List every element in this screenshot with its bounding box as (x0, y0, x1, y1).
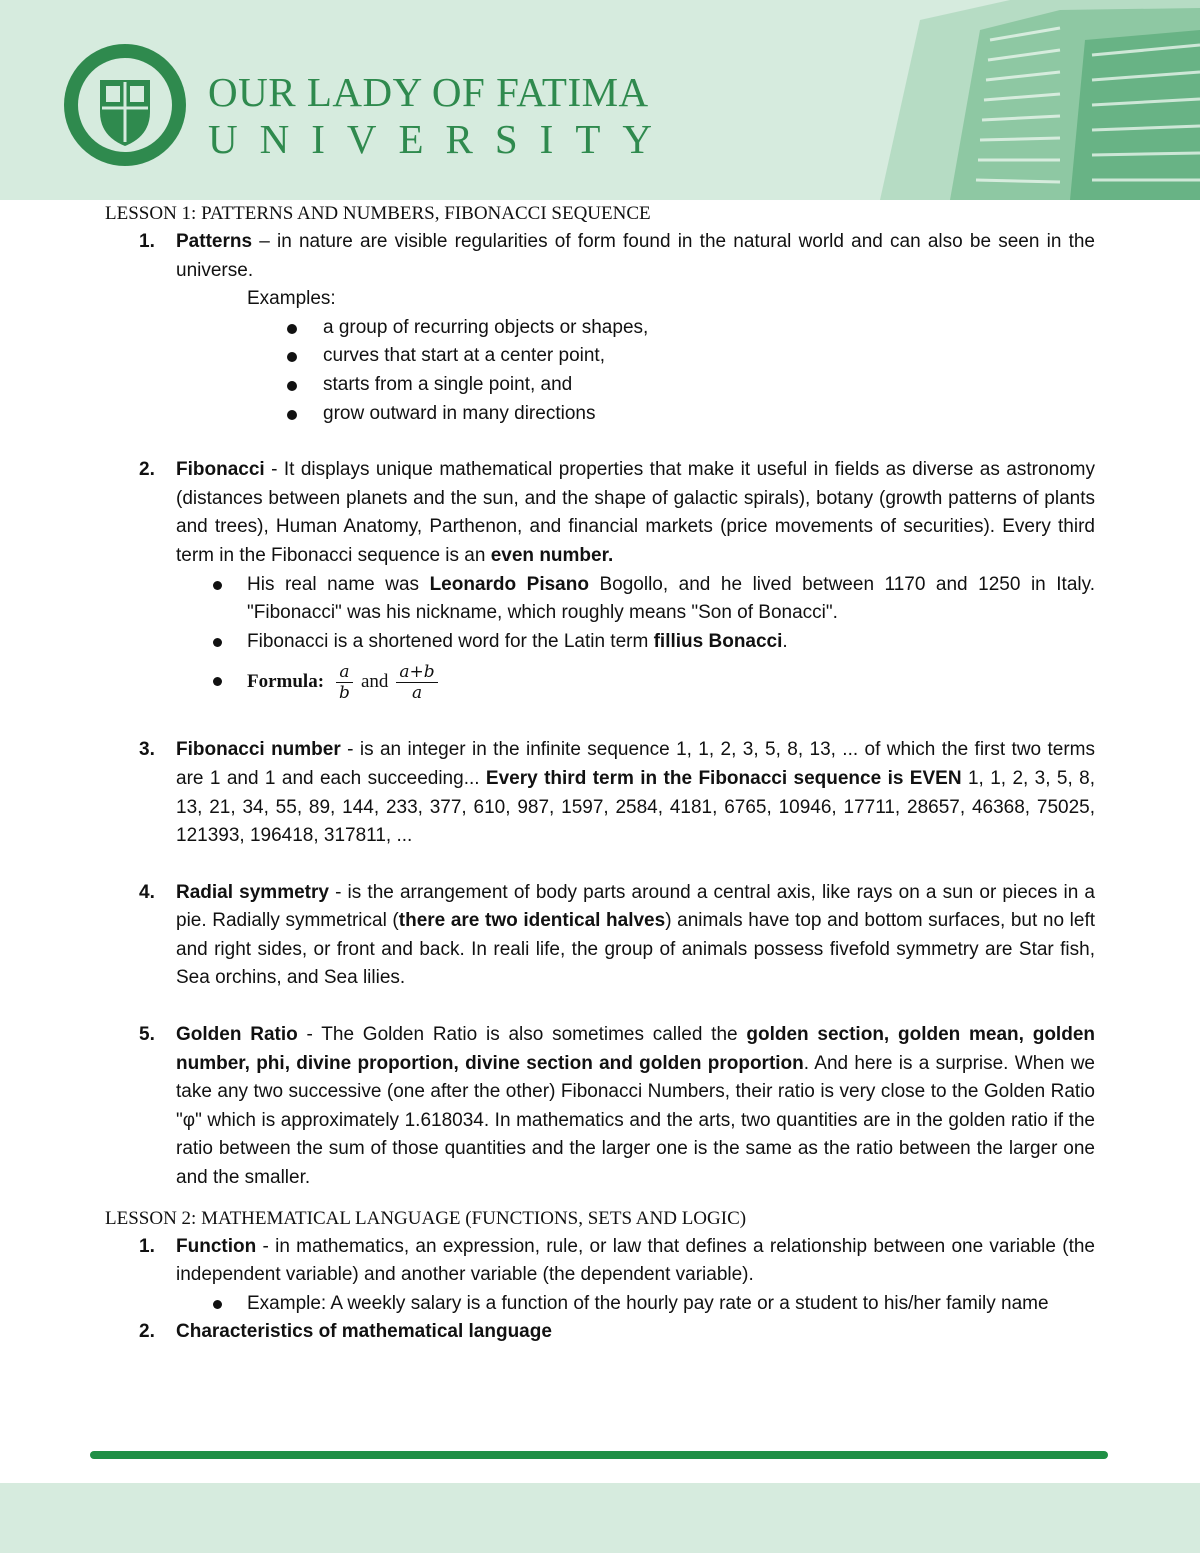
formula-label: Formula: (247, 671, 325, 693)
fibonacci-text: - It displays unique mathematical properties that make it useful in fields as diverse as astronomy (distances between planets and the sun, and the shape of galactic spirals), botany (growth patterns of plants and trees), Human Anatomy, Parthenon, and financial markets (price movements of securities). Every third term in the Fibonacci sequence is an (176, 459, 1095, 566)
bullet-icon (287, 352, 297, 362)
list-item: His real name was Leonardo Pisano Bogollo, and he lived between 1170 and 1250 in Italy. "Fibonacci" was his nickname, which roughly means "Son of Bonacci". (105, 571, 1095, 628)
formula-and: and (360, 671, 389, 693)
even-number-bold: even number (490, 544, 608, 566)
building-image (860, 0, 1200, 200)
list-item: grow outward in many directions (105, 400, 1095, 429)
fraction-a-over-b: $\frac{a}{b}$ (336, 662, 353, 703)
list-item: curves that start at a center point, (105, 342, 1095, 371)
examples-label: Examples: (247, 288, 336, 310)
lesson1-item-radial-symmetry: 4. Radial symmetry - is the arrangement of body parts around a central axis, like rays on a sun or pieces in a pie. Radially symmetrical (there are two identical halves) animals have top and bottom surfaces, but no left and right sides, or front and back. In reali life, the group of animals possess fivefold symmetry are Star fish, Sea orchins, and Sea lilies. (105, 879, 1095, 993)
lesson1-item-patterns (105, 228, 1095, 285)
term-characteristics: Characteristics of mathematical language (176, 1321, 552, 1343)
term-patterns: Patterns (176, 231, 253, 252)
list-item: a group of recurring objects or shapes, (105, 314, 1095, 343)
item-number: 3. (139, 739, 155, 761)
list-item: starts from a single point, and (105, 371, 1095, 400)
term-function: Function (176, 1235, 257, 1257)
lesson2-title: LESSON 2: MATHEMATICAL LANGUAGE (FUNCTIONS, SETS AND LOGIC) (105, 1207, 747, 1229)
bullet-icon (213, 677, 222, 686)
bullet-icon (213, 1300, 222, 1309)
item-number: 1. (139, 231, 155, 252)
term-fibonacci: Fibonacci (176, 459, 265, 481)
lesson1-item-fibonacci: 2. Fibonacci - It displays unique mathematical properties that make it useful in fields as diverse as astronomy (distances between planets and the sun, and the shape of galactic spirals), botany (growth patterns of plants and trees), Human Anatomy, Parthenon, and financial markets (price movements of securities). Every third term in the Fibonacci sequence is an even number. (105, 456, 1095, 570)
examples-list (105, 314, 1095, 428)
item-number: 2. (139, 459, 155, 481)
fibonacci-bullets (105, 571, 1095, 709)
item-number: 1. (139, 1235, 155, 1257)
university-name-line2: UNIVERSITY (208, 116, 674, 162)
formula-item (105, 656, 1095, 708)
page-footer (0, 1483, 1200, 1553)
bullet-icon (287, 381, 297, 391)
page-header (0, 0, 1200, 200)
bullet-icon (287, 410, 297, 420)
patterns-text: – in nature are visible regularities of form found in the natural world and can also be seen in the universe. (176, 231, 1095, 281)
university-name (208, 70, 674, 164)
university-seal-icon (62, 42, 188, 168)
item-number: 2. (139, 1321, 155, 1343)
formula-line (247, 656, 1095, 708)
term-golden-ratio: Golden Ratio (176, 1024, 298, 1046)
bullet-icon (213, 638, 222, 647)
term-fibonacci-number: Fibonacci number (176, 739, 341, 761)
term-radial-symmetry: Radial symmetry (176, 881, 329, 903)
item-number: 4. (139, 881, 155, 903)
bullet-icon (287, 324, 297, 334)
lesson2-item-characteristics (105, 1318, 1095, 1347)
lesson1-title: LESSON 1: PATTERNS AND NUMBERS, FIBONACCI SEQUENCE (105, 203, 651, 224)
lesson1-item-golden-ratio: 5. Golden Ratio - The Golden Ratio is also sometimes called the golden section, golden mean, golden number, phi, divine proportion, divine section and golden proportion. And here is a surprise. When we take any two successive (one after the other) Fibonacci Numbers, their ratio is very close to the Golden Ratio "φ" which is approximately 1.618034. In mathematics and the arts, two quantities are in the golden ratio if the ratio between the sum of those quantities and the larger one is the same as the ratio between the larger one and the smaller. (105, 1021, 1095, 1193)
item-number: 5. (139, 1024, 155, 1046)
list-item: Example: A weekly salary is a function of the hourly pay rate or a student to his/her family name (105, 1290, 1095, 1319)
university-name-line1: OUR LADY OF FATIMA (208, 69, 649, 115)
list-item: Fibonacci is a shortened word for the Latin term fillius Bonacci. (105, 628, 1095, 657)
footer-divider (90, 1451, 1108, 1459)
document-body (105, 200, 1095, 1347)
fraction-a-plus-b-over-a: $\frac{a+b}{a}$ (396, 662, 437, 703)
lesson1-item-fibonacci-number: 3. Fibonacci number - is an integer in the infinite sequence 1, 1, 2, 3, 5, 8, 13, ... of which the first two terms are 1 and 1 and each succeeding... Every third term in the Fibonacci sequence is EVEN 1, 1, 2, 3, 5, 8, 13, 21, 34, 55, 89, 144, 233, 377, 610, 987, 1597, 2584, 4181, 6765, 10946, 17711, 28657, 46368, 75025, 121393, 196418, 317811, ... (105, 736, 1095, 850)
function-bullets (105, 1290, 1095, 1319)
bullet-icon (213, 581, 222, 590)
lesson2-item-function: 1. Function - in mathematics, an expression, rule, or law that defines a relationship between one variable (the independent variable) and another variable (the dependent variable). (105, 1233, 1095, 1290)
